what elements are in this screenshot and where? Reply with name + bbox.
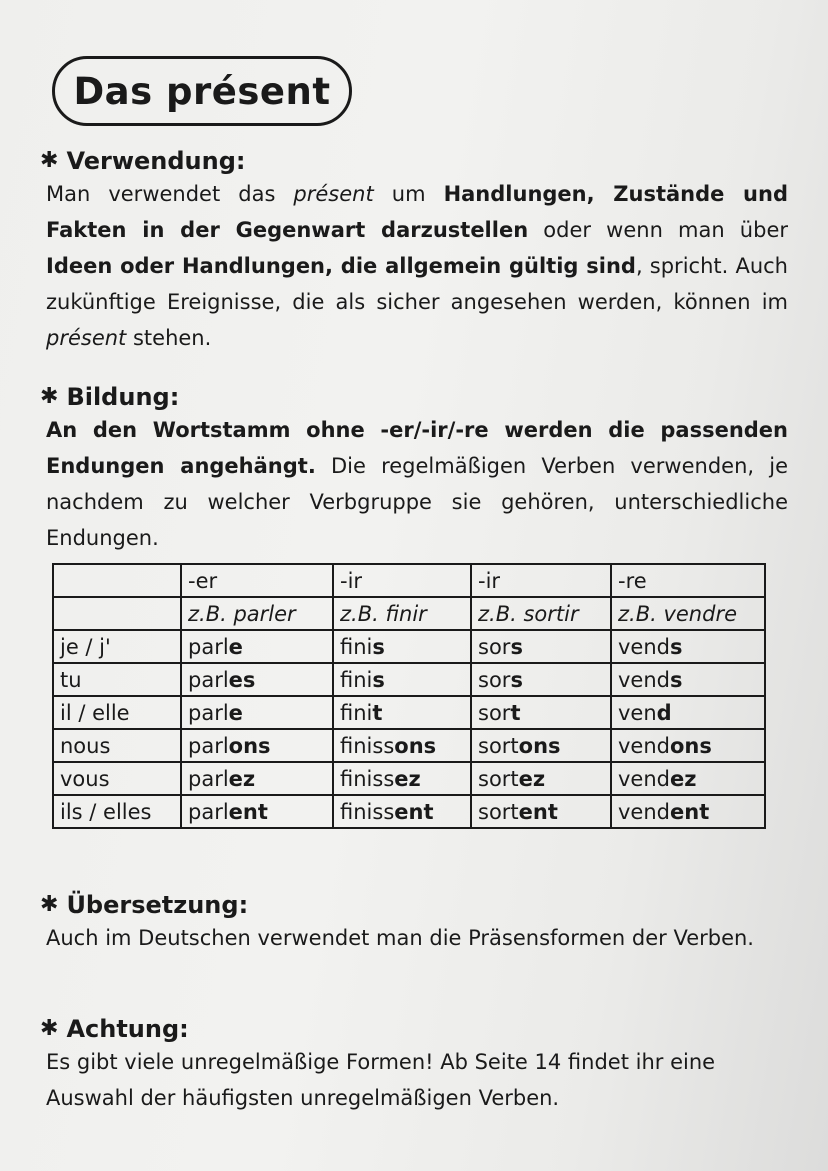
verb-stem: sort <box>478 766 519 791</box>
verb-form-cell <box>611 762 765 795</box>
verb-ending: es <box>228 667 256 692</box>
table-row <box>53 663 765 696</box>
verb-form-cell <box>333 729 471 762</box>
conjugation-rows <box>53 630 765 828</box>
group-header: -re <box>611 564 765 597</box>
verb-stem: sort <box>478 733 519 758</box>
section-text <box>46 920 788 956</box>
text-run: stehen. <box>126 326 212 350</box>
verb-form-cell <box>181 696 333 729</box>
verb-ending: s <box>510 634 523 659</box>
verb-stem: finiss <box>340 799 395 824</box>
text-run: Die regelmäßigen Verben verwenden, je nachdem zu welcher Verbgruppe sie gehören, unterschiedliche Endungen. <box>46 454 788 550</box>
verb-ending: ons <box>228 733 271 758</box>
verb-form-cell <box>333 795 471 828</box>
asterisk-icon: ✱ <box>40 384 59 409</box>
verb-form-cell <box>611 729 765 762</box>
conjugation-table <box>52 563 766 829</box>
table-corner-cell <box>53 564 181 597</box>
verb-ending: s <box>372 667 385 692</box>
table-row <box>53 762 765 795</box>
verb-ending: s <box>510 667 523 692</box>
verb-ending: ent <box>228 799 268 824</box>
verb-ending: s <box>670 667 683 692</box>
asterisk-icon: ✱ <box>40 148 59 173</box>
verb-form-cell <box>181 762 333 795</box>
verb-form-cell <box>471 630 611 663</box>
table-row <box>53 729 765 762</box>
verb-stem: ven <box>618 700 657 725</box>
text-run: oder wenn man über <box>528 218 788 242</box>
verb-ending: ez <box>518 766 546 791</box>
verb-stem: vend <box>618 667 670 692</box>
pronoun-cell: il / elle <box>53 696 181 729</box>
verb-ending: ent <box>518 799 558 824</box>
example-verb: z.B. finir <box>333 597 471 630</box>
verb-ending: ent <box>394 799 434 824</box>
table-row-groups <box>53 564 765 597</box>
verb-form-cell <box>181 729 333 762</box>
pronoun-cell: ils / elles <box>53 795 181 828</box>
section-verwendung <box>40 146 788 356</box>
section-uebersetzung <box>40 890 788 956</box>
table-row <box>53 696 765 729</box>
verb-ending: s <box>670 634 683 659</box>
verb-ending: ons <box>670 733 712 758</box>
verb-form-cell <box>611 630 765 663</box>
verb-ending: ez <box>670 766 697 791</box>
verb-form-cell <box>181 630 333 663</box>
verb-stem: sor <box>478 667 511 692</box>
verb-stem: parl <box>188 700 229 725</box>
text-run: présent <box>293 182 374 206</box>
verb-stem: vend <box>618 634 670 659</box>
verb-ending: t <box>510 700 521 725</box>
table-row <box>53 630 765 663</box>
example-verb: z.B. sortir <box>471 597 611 630</box>
verb-form-cell <box>471 762 611 795</box>
verb-stem: fini <box>340 667 373 692</box>
verb-stem: vend <box>618 799 670 824</box>
text-run: Ideen oder Handlungen, die allgemein gültig sind <box>46 254 636 278</box>
verb-ending: ent <box>670 799 710 824</box>
text-run: An den Wortstamm ohne -er/-ir/-re werden die passenden Endungen angehängt. <box>46 418 788 478</box>
verb-form-cell <box>181 795 333 828</box>
section-heading: ✱ Achtung: <box>40 1015 189 1043</box>
verb-form-cell <box>333 630 471 663</box>
verb-form-cell <box>611 696 765 729</box>
verb-stem: sor <box>478 700 511 725</box>
text-run: , spricht. Auch zukünftige Ereignisse, die als sicher angesehen werden, können im <box>46 254 788 314</box>
verb-form-cell <box>471 729 611 762</box>
verb-stem: parl <box>188 667 229 692</box>
verb-stem: parl <box>188 634 229 659</box>
section-heading: ✱ Übersetzung: <box>40 891 249 919</box>
section-text <box>46 176 788 356</box>
section-heading: ✱ Verwendung: <box>40 147 246 175</box>
pronoun-cell: tu <box>53 663 181 696</box>
verb-form-cell <box>333 696 471 729</box>
verb-form-cell <box>471 795 611 828</box>
section-text <box>46 1044 788 1116</box>
page-title: Das présent <box>73 69 331 113</box>
example-verb: z.B. parler <box>181 597 333 630</box>
verb-form-cell <box>333 762 471 795</box>
title-box <box>52 56 352 126</box>
verb-ending: ons <box>394 733 437 758</box>
verb-stem: finiss <box>340 733 395 758</box>
text-run: um <box>373 182 444 206</box>
verb-form-cell <box>181 663 333 696</box>
group-header: -ir <box>333 564 471 597</box>
verb-stem: fini <box>340 634 373 659</box>
verb-stem: sort <box>478 799 519 824</box>
group-header: -ir <box>471 564 611 597</box>
verb-stem: parl <box>188 733 229 758</box>
verb-form-cell <box>611 663 765 696</box>
verb-ending: ez <box>228 766 256 791</box>
verb-stem: vend <box>618 766 670 791</box>
table-row-examples <box>53 597 765 630</box>
section-heading: ✱ Bildung: <box>40 383 180 411</box>
verb-stem: vend <box>618 733 670 758</box>
verb-ending: s <box>372 634 385 659</box>
verb-form-cell <box>333 663 471 696</box>
verb-ending: d <box>656 700 672 725</box>
pronoun-cell: vous <box>53 762 181 795</box>
verb-stem: parl <box>188 799 229 824</box>
table-row <box>53 795 765 828</box>
text-run: Es gibt viele unregelmäßige Formen! Ab Seite 14 findet ihr eine Auswahl der häufigsten unregelmäßigen Verben. <box>46 1050 716 1110</box>
section-bildung <box>40 382 788 556</box>
verb-ending: e <box>228 634 243 659</box>
asterisk-icon: ✱ <box>40 1016 59 1041</box>
pronoun-cell: nous <box>53 729 181 762</box>
verb-ending: ez <box>394 766 421 791</box>
text-run: Handlungen, Zustände und Fakten in der Gegenwart darzustellen <box>46 182 788 242</box>
group-header: -er <box>181 564 333 597</box>
verb-ending: t <box>372 700 383 725</box>
section-achtung <box>40 1014 788 1116</box>
verb-stem: fini <box>340 700 373 725</box>
verb-stem: parl <box>188 766 229 791</box>
pronoun-cell: je / j' <box>53 630 181 663</box>
verb-stem: sor <box>478 634 511 659</box>
verb-form-cell <box>611 795 765 828</box>
asterisk-icon: ✱ <box>40 892 59 917</box>
verb-form-cell <box>471 696 611 729</box>
text-run: présent <box>46 326 127 350</box>
table-corner-cell <box>53 597 181 630</box>
example-verb: z.B. vendre <box>611 597 765 630</box>
verb-stem: finiss <box>340 766 395 791</box>
verb-ending: ons <box>518 733 561 758</box>
verb-ending: e <box>228 700 243 725</box>
section-text <box>46 412 788 556</box>
text-run: Auch im Deutschen verwendet man die Präsensformen der Verben. <box>46 926 754 950</box>
text-run: Man verwendet das <box>46 182 294 206</box>
verb-form-cell <box>471 663 611 696</box>
